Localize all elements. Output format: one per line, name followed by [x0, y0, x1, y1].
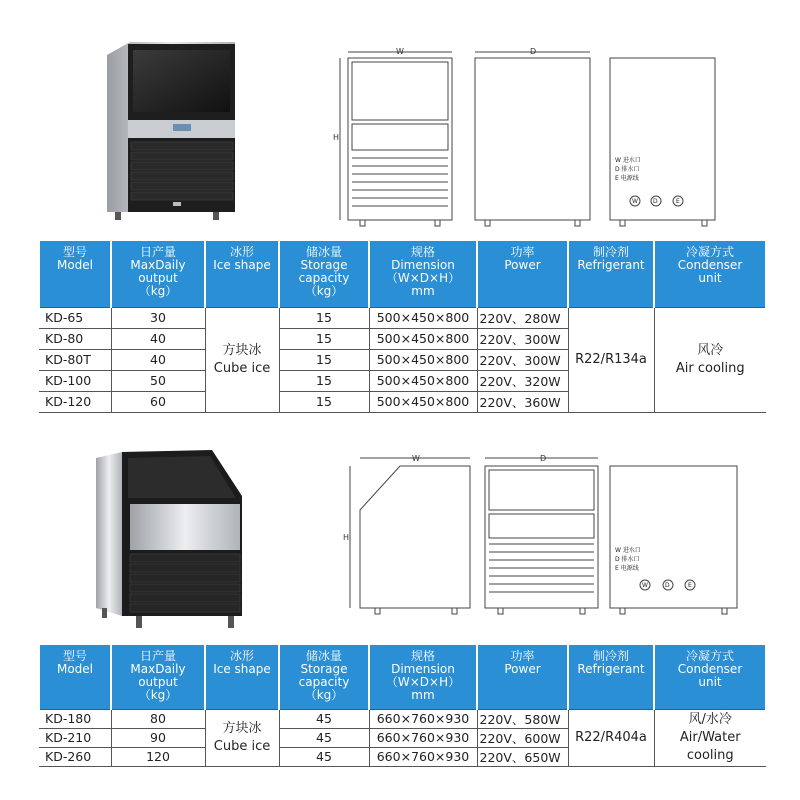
drawing-height-label: H: [333, 133, 340, 142]
header-refrigerant: 制冷剂 Refrigerant: [568, 645, 654, 709]
header-dimension: 规格 Dimension （W×D×H） mm: [369, 241, 477, 307]
cell-power: 220V、320W: [477, 370, 568, 391]
cell-storage: 15: [279, 328, 369, 349]
cell-storage: 15: [279, 391, 369, 412]
cell-storage: 15: [279, 370, 369, 391]
ice-maker-small-photo: [95, 40, 245, 222]
header-condenser: 冷凝方式 Condenser unit: [654, 241, 766, 307]
cell-storage: 15: [279, 307, 369, 328]
drawing-width-label-2: W: [412, 454, 420, 463]
port-d-label-2: D: [665, 582, 670, 589]
spec-table-2: [38, 645, 767, 767]
cell-output: 80: [111, 709, 205, 728]
cell-dimension: 500×450×800: [369, 349, 477, 370]
header-storage: 储冰量 Storage capacity （kg）: [279, 241, 369, 307]
legend-inlet: W 进水口: [615, 157, 641, 164]
header-ice-shape: 冰形 Ice shape: [205, 241, 279, 307]
cell-refrigerant: R22/R404a: [568, 709, 654, 766]
cell-model: KD-180: [39, 709, 111, 728]
cell-power: 220V、600W: [477, 728, 568, 747]
port-e-label: E: [676, 198, 680, 205]
header-dimension: 规格 Dimension （W×D×H） mm: [369, 645, 477, 709]
header-ice-shape: 冰形 Ice shape: [205, 645, 279, 709]
header-storage: 储冰量 Storage capacity （kg）: [279, 645, 369, 709]
cell-condenser: 风冷 Air cooling: [654, 307, 766, 412]
cell-model: KD-65: [39, 307, 111, 328]
drawing-depth-label-2: D: [540, 454, 547, 463]
cell-model: KD-260: [39, 747, 111, 766]
cell-power: 220V、360W: [477, 391, 568, 412]
cell-power: 220V、650W: [477, 747, 568, 766]
drawing-height-label-2: H: [343, 533, 350, 542]
cell-ice-shape: 方块冰 Cube ice: [205, 709, 279, 766]
cell-output: 120: [111, 747, 205, 766]
header-model: 型号 Model: [39, 645, 111, 709]
cell-output: 30: [111, 307, 205, 328]
drawing-depth-label: D: [530, 47, 537, 56]
cell-dimension: 660×760×930: [369, 747, 477, 766]
header-power: 功率 Power: [477, 645, 568, 709]
spec-table-1: [38, 241, 767, 413]
legend-power: E 电源线: [615, 175, 639, 182]
table-row: [39, 709, 766, 728]
header-condenser: 冷凝方式 Condenser unit: [654, 645, 766, 709]
header-power: 功率 Power: [477, 241, 568, 307]
cell-model: KD-100: [39, 370, 111, 391]
cell-refrigerant: R22/R134a: [568, 307, 654, 412]
port-d-label: D: [653, 198, 658, 205]
table-row: [39, 307, 766, 328]
cell-storage: 45: [279, 747, 369, 766]
cell-dimension: 660×760×930: [369, 709, 477, 728]
header-model: 型号 Model: [39, 241, 111, 307]
technical-drawing-bottom: [340, 448, 740, 618]
table-1-header-row: [39, 241, 766, 307]
cell-dimension: 500×450×800: [369, 328, 477, 349]
brand-badge: [173, 124, 191, 131]
cell-power: 220V、300W: [477, 349, 568, 370]
cell-model: KD-120: [39, 391, 111, 412]
header-output: 日产量 MaxDaily output （kg）: [111, 645, 205, 709]
cell-storage: 45: [279, 728, 369, 747]
port-w-label-2: W: [642, 582, 648, 589]
cell-output: 50: [111, 370, 205, 391]
cell-storage: 15: [279, 349, 369, 370]
cell-power: 220V、580W: [477, 709, 568, 728]
legend-inlet-2: W 进水口: [615, 547, 641, 554]
legend-drain: D 排水口: [615, 166, 640, 173]
legend-drain-2: D 排水口: [615, 556, 640, 563]
table-2-header-row: [39, 645, 766, 709]
technical-drawing-top: [330, 40, 720, 230]
cell-output: 90: [111, 728, 205, 747]
port-w-label: W: [632, 198, 638, 205]
port-e-label-2: E: [688, 582, 692, 589]
header-refrigerant: 制冷剂 Refrigerant: [568, 241, 654, 307]
cell-dimension: 500×450×800: [369, 370, 477, 391]
cell-model: KD-80T: [39, 349, 111, 370]
header-output: 日产量 MaxDaily output （kg）: [111, 241, 205, 307]
cell-storage: 45: [279, 709, 369, 728]
drawing-width-label: W: [396, 47, 404, 56]
cell-dimension: 500×450×800: [369, 391, 477, 412]
ice-maker-large-photo: [92, 448, 262, 636]
cell-condenser: 风/水冷 Air/Water cooling: [654, 709, 766, 766]
cell-output: 40: [111, 328, 205, 349]
cell-dimension: 660×760×930: [369, 728, 477, 747]
cell-output: 60: [111, 391, 205, 412]
cell-power: 220V、280W: [477, 307, 568, 328]
legend-power-2: E 电源线: [615, 565, 639, 572]
cell-ice-shape: 方块冰 Cube ice: [205, 307, 279, 412]
cell-model: KD-80: [39, 328, 111, 349]
cell-model: KD-210: [39, 728, 111, 747]
cell-power: 220V、300W: [477, 328, 568, 349]
cell-dimension: 500×450×800: [369, 307, 477, 328]
cell-output: 40: [111, 349, 205, 370]
